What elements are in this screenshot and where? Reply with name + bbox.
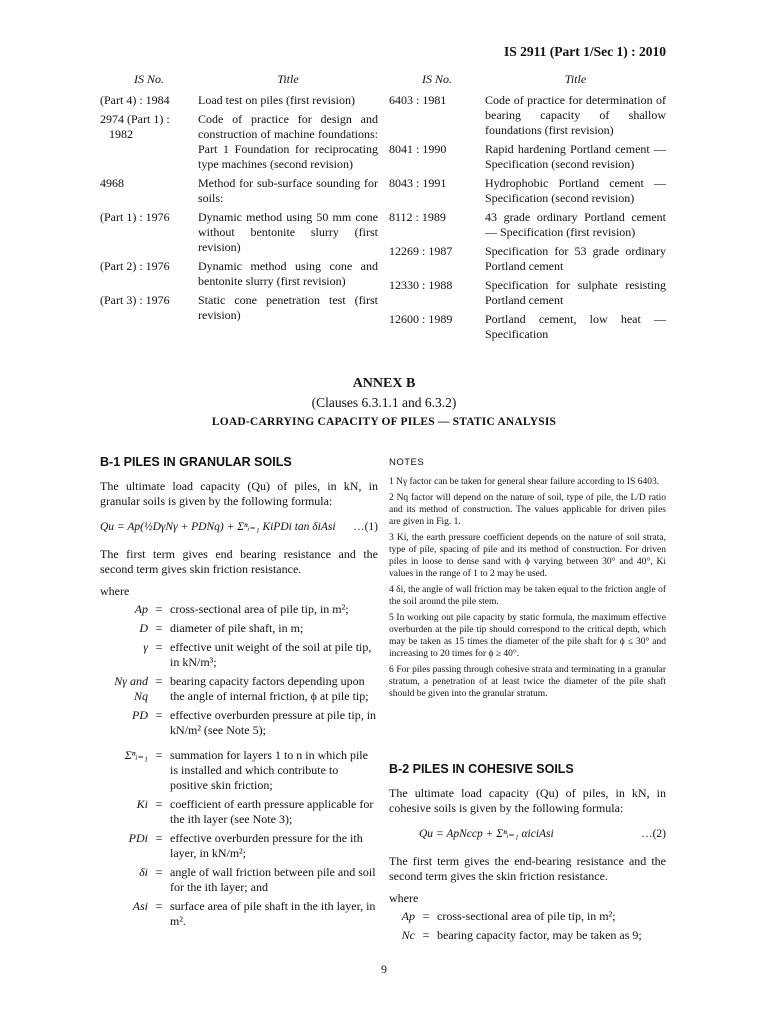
definition-row <box>100 640 378 670</box>
where-label: where <box>389 891 419 905</box>
title-cell: 43 grade ordinary Portland cement — Specification (first revision) <box>485 210 666 239</box>
isno-cell: (Part 3) : 1976 <box>100 293 170 307</box>
table-row <box>100 176 378 210</box>
page-number: 9 <box>381 962 387 976</box>
paragraph: The ultimate load capacity (Qu) of piles, in kN, in granular soils is given by the following formula: <box>100 479 378 508</box>
title-cell: Static cone penetration test (first revision) <box>198 293 378 322</box>
definition-row <box>100 865 378 895</box>
paragraph: The first term gives end bearing resistance and the second term gives skin friction resistance. <box>100 547 378 576</box>
symbol: Asi <box>132 899 148 913</box>
symbol: Ki <box>136 797 148 811</box>
reference-table-right <box>389 72 666 346</box>
equals: = <box>155 708 163 722</box>
definition-text: angle of wall friction between pile and soil for the ith layer; and <box>170 865 376 894</box>
equals: = <box>155 865 163 879</box>
equals: = <box>155 797 163 811</box>
section-b1 <box>100 455 378 933</box>
where-label: where <box>100 584 130 598</box>
equals: = <box>155 640 163 654</box>
table-row <box>389 312 666 346</box>
definition-row <box>389 909 666 924</box>
title-cell: Rapid hardening Portland cement — Specification (second revision) <box>485 142 666 171</box>
col-isno: IS No. <box>134 72 164 86</box>
isno-cell: 8043 : 1991 <box>389 176 447 190</box>
table-row <box>389 176 666 210</box>
symbol: Ap <box>134 602 148 616</box>
symbol: γ <box>143 640 148 654</box>
equals: = <box>422 928 430 942</box>
section-b2 <box>389 762 666 947</box>
definition-row <box>100 602 378 617</box>
annex-heading: ANNEX B <box>352 376 416 391</box>
table-row <box>100 112 378 176</box>
equals: = <box>155 602 163 616</box>
table-row <box>100 293 378 327</box>
table-row <box>389 93 666 142</box>
symbol: PD <box>132 708 148 722</box>
isno-cell: (Part 2) : 1976 <box>100 259 170 273</box>
symbol: D <box>139 621 148 635</box>
definition-text: coefficient of earth pressure applicable for the ith layer (see Note 3); <box>170 797 374 826</box>
paragraph: The ultimate load capacity (Qu) of piles, in kN, in cohesive soils is given by the following formula: <box>389 786 666 815</box>
isno-cell: 2974 (Part 1) : 1982 <box>100 112 170 141</box>
equation-number: …(1) <box>353 521 378 533</box>
reference-table-left <box>100 72 378 327</box>
table-row <box>389 142 666 176</box>
table-row <box>389 210 666 244</box>
equals: = <box>155 899 163 913</box>
equals: = <box>155 674 163 688</box>
col-isno: IS No. <box>422 72 452 86</box>
isno-cell: 8041 : 1990 <box>389 142 447 156</box>
definition-text: effective overburden pressure for the ith layer, in kN/m²; <box>170 831 363 860</box>
table-row <box>389 244 666 278</box>
definition-row <box>100 674 378 704</box>
isno-cell: (Part 1) : 1976 <box>100 210 170 224</box>
title-cell: Dynamic method using cone and bentonite slurry (first revision) <box>198 259 378 288</box>
isno-cell: 4968 <box>100 176 124 190</box>
equals: = <box>155 621 163 635</box>
col-title: Title <box>564 72 587 86</box>
section-heading: B-2 PILES IN COHESIVE SOILS <box>389 762 574 776</box>
definition-text: effective unit weight of the soil at pile tip, in kN/m³; <box>170 640 372 669</box>
symbol: Ap <box>401 909 415 923</box>
equals: = <box>422 909 430 923</box>
definition-row <box>100 708 378 738</box>
notes-block <box>389 455 666 704</box>
isno-cell: 8112 : 1989 <box>389 210 446 224</box>
symbol: Nγ and Nq <box>114 674 148 703</box>
formula-text: Qu = Ap(½DγNγ + PDNq) + Σⁿᵢ₌₁ KiPDi tan δiAsi <box>100 521 336 533</box>
table-row <box>100 210 378 259</box>
definition-row <box>100 748 378 793</box>
definition-text: diameter of pile shaft, in m; <box>170 621 304 635</box>
title-cell: Code of practice for design and construction of machine foundations: Part 1 Foundation for reciprocating type machines (second revision) <box>198 112 378 171</box>
definition-row <box>100 797 378 827</box>
definition-text: bearing capacity factor, may be taken as 9; <box>437 928 642 942</box>
title-cell: Load test on piles (first revision) <box>198 93 355 107</box>
definition-text: effective overburden pressure at pile tip, in kN/m² (see Note 5); <box>170 708 377 737</box>
section-heading: B-1 PILES IN GRANULAR SOILS <box>100 455 292 469</box>
title-cell: Portland cement, low heat — Specification <box>485 312 666 341</box>
title-cell: Hydrophobic Portland cement — Specification (second revision) <box>485 176 666 205</box>
equation-number: …(2) <box>641 828 666 840</box>
note-item: 5 In working out pile capacity by static formula, the maximum effective overburden at the pile tip should correspond to the critical depth, which may be taken as 15 times the diameter of the pile shaft for ϕ ≤ 30° and increasing to 20 times for ϕ ≥ 40°. <box>389 613 666 659</box>
table-row <box>100 93 378 112</box>
note-item: 6 For piles passing through cohesive strata and terminating in a granular stratum, a penetration of at least twice the diameter of the pile shaft should be given into the granular stratum. <box>389 665 666 699</box>
note-item: 3 Ki, the earth pressure coefficient depends on the nature of soil strata, type of pile, spacing of pile and its method of construction. For driven piles in loose to dense sand with ϕ varying between 30° and 40°, Ki values in the range of 1 to 2 may be used. <box>389 533 666 579</box>
definition-row <box>100 831 378 861</box>
standard-id: IS 2911 (Part 1/Sec 1) : 2010 <box>504 44 666 59</box>
table-row <box>100 259 378 293</box>
note-item: 4 δi, the angle of wall friction may be taken equal to the friction angle of the soil around the pile stem. <box>389 585 666 607</box>
note-item: 2 Nq factor will depend on the nature of soil, type of pile, the L/D ratio and its method of construction. The values applicable for driven piles are given in Fig. 1. <box>389 493 666 527</box>
note-item: 1 Nγ factor can be taken for general shear failure according to IS 6403. <box>389 477 660 487</box>
definition-text: summation for layers 1 to n in which pile is installed and which contribute to positive skin friction; <box>170 748 368 792</box>
annex-title: LOAD-CARRYING CAPACITY OF PILES — STATIC ANALYSIS <box>211 416 557 428</box>
notes-heading: NOTES <box>389 457 425 468</box>
formula-text: Qu = ApNccp + Σⁿᵢ₌₁ αiciAsi <box>419 828 554 840</box>
definition-text: cross-sectional area of pile tip, in m²; <box>437 909 616 923</box>
title-cell: Dynamic method using 50 mm cone without bentonite slurry (first revision) <box>198 210 378 254</box>
title-cell: Specification for 53 grade ordinary Portland cement <box>485 244 666 273</box>
equals: = <box>155 748 163 762</box>
symbol: Σⁿᵢ₌₁ <box>124 748 148 762</box>
isno-cell: 12600 : 1989 <box>389 312 453 326</box>
col-title: Title <box>277 72 299 86</box>
isno-cell: 12330 : 1988 <box>389 278 453 292</box>
title-cell: Specification for sulphate resisting Portland cement <box>485 278 666 307</box>
definition-row <box>100 899 378 929</box>
formula-1 <box>100 520 378 535</box>
table-row <box>389 278 666 312</box>
paragraph: The first term gives the end-bearing resistance and the second term gives the skin friction resistance. <box>389 854 666 883</box>
isno-cell: 12269 : 1987 <box>389 244 453 258</box>
symbol: PDi <box>128 831 148 845</box>
definition-text: bearing capacity factors depending upon the angle of internal friction, ϕ at pile tip; <box>170 674 369 703</box>
isno-cell: (Part 4) : 1984 <box>100 93 170 107</box>
symbol: Nc <box>401 928 415 942</box>
definition-text: cross-sectional area of pile tip, in m²; <box>170 602 349 616</box>
definition-row <box>100 621 378 636</box>
definition-row <box>389 928 666 943</box>
equals: = <box>155 831 163 845</box>
isno-cell: 6403 : 1981 <box>389 93 447 107</box>
symbol: δi <box>139 865 148 879</box>
title-cell: Method for sub-surface sounding for soils: <box>198 176 378 205</box>
definition-text: surface area of pile shaft in the ith layer, in m². <box>170 899 376 928</box>
formula-2 <box>389 827 666 842</box>
title-cell: Code of practice for determination of bearing capacity of shallow foundations (first revision) <box>485 93 666 137</box>
annex-clauses: (Clauses 6.3.1.1 and 6.3.2) <box>311 395 457 410</box>
